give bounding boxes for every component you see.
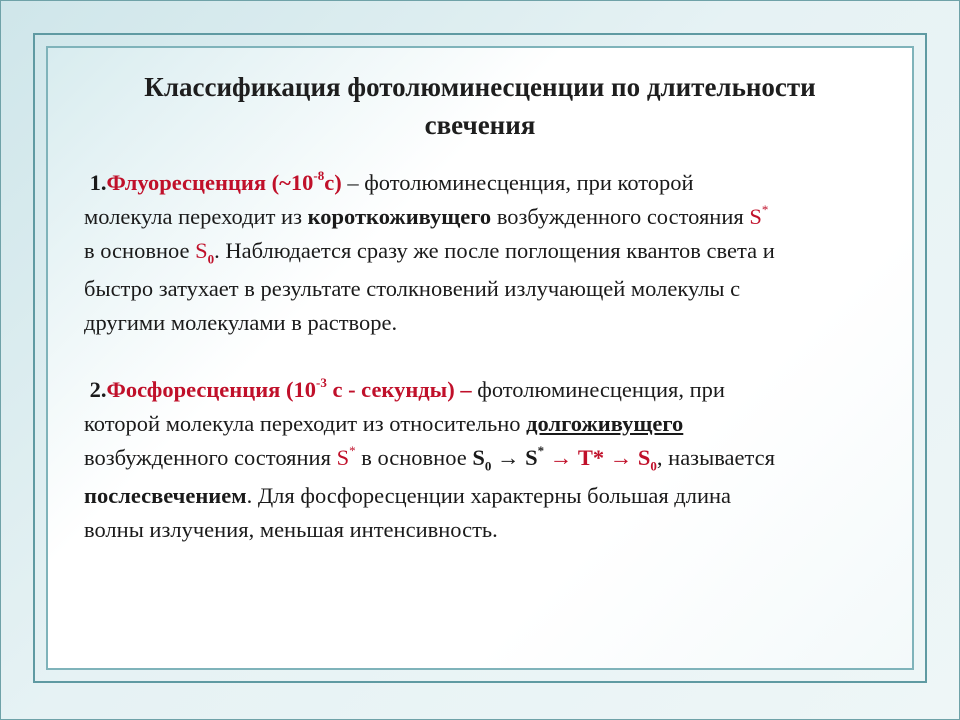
p2-line-1: 2.Фосфоресценция ($10^{-3}$ с - секунды) – фотолюминесценция, при — [89, 374, 725, 402]
transition-s0-final: $S_0$ — [637, 445, 657, 474]
title-line-1: Классификация фотолюминесценции по длительности — [144, 72, 816, 102]
triplet-state: Т* — [577, 445, 605, 470]
fluorescence-paragraph — [84, 166, 914, 340]
title-line-2: свечения — [424, 110, 536, 140]
p2-line-4: послесвечением. Для фосфоресценции характерны большая длина — [84, 483, 732, 508]
arrow-1: → — [491, 445, 526, 470]
p1-line-2: молекула переходит из короткоживущего возбужденного состояния S* — [84, 201, 769, 229]
p2-line-5: волны излучения, меньшая интенсивность. — [84, 517, 498, 542]
transition-s0: $S_0$ — [472, 445, 492, 474]
p2-number: 2. — [89, 377, 107, 402]
arrow-2: → — [544, 445, 578, 470]
arrow-3: → — [604, 445, 638, 470]
phosphorescence-term: Фосфоресценция ($10^{-3}$ с - секунды) – — [106, 374, 472, 402]
s-star-state-2: S* — [336, 442, 356, 470]
long-lived-term: долгоживущего — [526, 411, 684, 436]
p1-line-5: другими молекулами в растворе. — [84, 310, 398, 335]
short-lived-term: короткоживущего — [307, 204, 492, 229]
transition-s-star: S* — [525, 442, 545, 470]
p1-line-1: 1.Флуоресценция $(\sim 10^{-8}с)$ – фотолюминесценция, при которой — [89, 167, 694, 195]
s0-state: $S_0$ — [195, 238, 215, 267]
p1-line-3: в основное $S_0$. Наблюдается сразу же после поглощения квантов света и — [84, 238, 775, 267]
phosphorescence-paragraph — [84, 373, 914, 547]
p2-line-3: возбужденного состояния S* в основное $S_0 \to S^* \to Т* \to S_0$, называется — [84, 442, 775, 474]
afterglow-term: послесвечением — [84, 483, 247, 508]
s-star-state: S* — [749, 201, 769, 229]
slide-title — [60, 68, 900, 144]
fluorescence-term: Флуоресценция $(\sim 10^{-8}с)$ — [106, 167, 342, 195]
p1-line-4: быстро затухает в результате столкновений излучающей молекулы с — [84, 276, 741, 301]
p1-number: 1. — [89, 170, 107, 195]
p2-line-2: которой молекула переходит из относительно долгоживущего — [84, 411, 684, 436]
